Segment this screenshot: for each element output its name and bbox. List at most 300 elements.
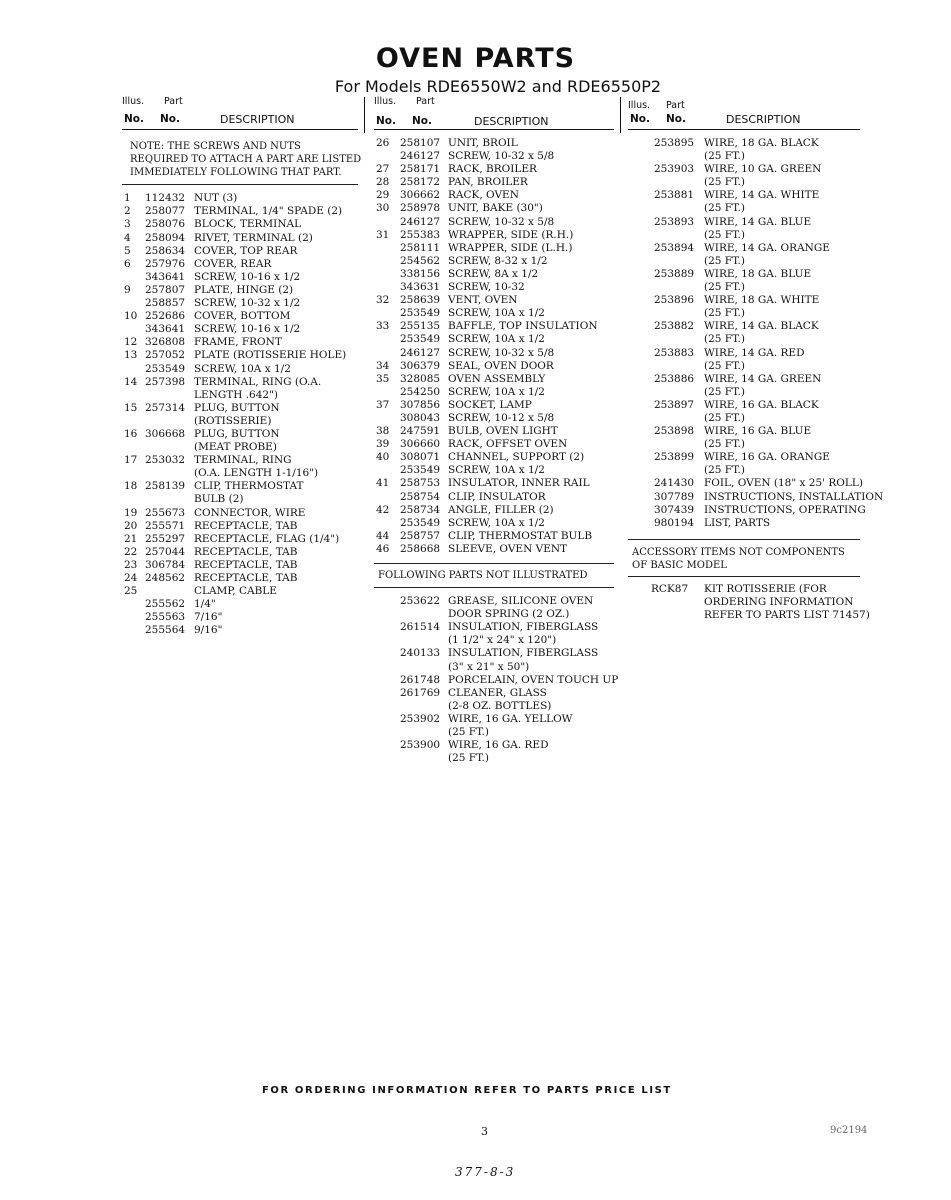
illus-number: 16 [124, 427, 138, 440]
illus-number: 35 [376, 372, 390, 385]
list-item [122, 402, 358, 415]
list-item [374, 673, 619, 687]
part-number: 253896 [654, 294, 695, 307]
part-description: PLUG, BUTTON [194, 427, 280, 440]
list-item [122, 205, 358, 218]
list-item [122, 376, 358, 389]
part-description: WIRE, 16 GA. ORANGE [704, 451, 830, 464]
illus-number: 12 [124, 336, 138, 349]
section-rule [374, 563, 614, 564]
part-description: CLIP, THERMOSTAT BULB [448, 529, 593, 542]
list-item [628, 150, 860, 163]
part-description: 7/16" [194, 611, 223, 624]
header-illus: Illus. [374, 96, 397, 107]
part-number: 255383 [400, 228, 441, 241]
illus-number: 10 [124, 310, 138, 323]
illus-number: 23 [124, 558, 138, 571]
bottom-mark: 377-8-3 [455, 1165, 516, 1179]
illus-number: 4 [124, 231, 131, 244]
part-description: WIRE, 16 GA. YELLOW [448, 712, 573, 725]
illus-number: 39 [376, 438, 390, 451]
column-header [122, 95, 358, 131]
illus-number: 5 [124, 244, 131, 257]
list-item [374, 229, 614, 242]
part-description: COVER, REAR [194, 257, 272, 270]
list-item [628, 490, 884, 504]
accessory-list [628, 583, 870, 622]
part-description: BULB, OVEN LIGHT [448, 425, 558, 438]
part-description: COVER, BOTTOM [194, 310, 291, 323]
part-number: 246127 [400, 346, 441, 359]
part-description: WIRE, 14 GA. BLACK [704, 320, 819, 333]
not-illustrated-list [374, 595, 619, 765]
illus-number: 37 [376, 398, 390, 411]
header-illus: Illus. [122, 96, 145, 107]
part-description: LIST, PARTS [704, 516, 771, 529]
part-number: 253886 [654, 372, 695, 385]
list-item [374, 150, 614, 163]
list-item [628, 399, 860, 412]
list-item [122, 559, 358, 572]
note-rule [122, 184, 358, 185]
list-item [122, 428, 358, 441]
part-number: 253549 [400, 516, 441, 529]
part-number: 258668 [400, 542, 441, 555]
header-description: DESCRIPTION [220, 113, 295, 126]
part-description: OVEN ASSEMBLY [448, 372, 546, 385]
list-item [122, 218, 358, 231]
part-number: 257314 [145, 401, 186, 414]
part-description: (25 FT.) [704, 176, 745, 189]
list-item [628, 307, 860, 320]
part-number: 246127 [400, 215, 441, 228]
illus-number: 17 [124, 454, 138, 467]
part-number: 253549 [400, 307, 441, 320]
list-item [374, 307, 614, 320]
part-description: INSULATOR, INNER RAIL [448, 477, 590, 490]
part-description: WIRE, 16 GA. RED [448, 739, 549, 752]
list-item [122, 336, 358, 349]
part-number: 306379 [400, 359, 441, 372]
list-item [374, 661, 614, 674]
part-number: 255297 [145, 532, 186, 545]
part-number: 253549 [400, 464, 441, 477]
illus-number: 24 [124, 572, 138, 584]
illus-number: 21 [124, 532, 138, 545]
part-description: RACK, BROILER [448, 163, 537, 176]
part-number: 980194 [654, 516, 695, 529]
part-description: BLOCK, TERMINAL [194, 218, 302, 231]
part-description: (25 FT.) [704, 202, 745, 215]
illus-number: 33 [376, 320, 390, 333]
list-item [122, 507, 358, 520]
part-description: CLEANER, GLASS [448, 686, 547, 699]
parts-column-2 [374, 95, 619, 765]
part-description: WIRE, 18 GA. WHITE [704, 294, 820, 307]
list-item [122, 441, 358, 454]
part-description: PORCELAIN, OVEN TOUCH UP [448, 673, 619, 686]
part-description: (25 FT.) [448, 726, 489, 739]
part-description: WIRE, 14 GA. RED [704, 346, 805, 359]
part-description: (O.A. LENGTH 1-1/16") [194, 467, 319, 480]
list-item [374, 189, 614, 202]
corner-code: 9c2194 [830, 1125, 868, 1136]
list-item [628, 320, 860, 333]
part-number: 258094 [145, 231, 186, 244]
part-description: WIRE, 10 GA. GREEN [704, 163, 822, 176]
list-item [122, 598, 358, 611]
part-number: 261769 [400, 686, 441, 699]
list-item [122, 297, 358, 310]
part-description: WIRE, 18 GA. BLACK [704, 137, 819, 149]
list-item [374, 386, 614, 399]
part-description: RECEPTACLE, TAB [194, 545, 298, 558]
part-description: SCREW, 10-32 x 1/2 [194, 297, 301, 310]
part-description: (25 FT.) [704, 359, 745, 372]
part-description: TERMINAL, RING (O.A. [194, 375, 322, 388]
list-item [374, 137, 614, 150]
list-item [628, 451, 860, 464]
header-part: Part [164, 96, 183, 107]
part-description: DOOR SPRING (2 OZ.) [448, 608, 570, 621]
header-illus: Illus. [628, 100, 651, 111]
header-part: Part [666, 100, 685, 111]
part-number: 257807 [145, 283, 186, 296]
part-description: WIRE, 16 GA. BLUE [704, 425, 812, 438]
part-description: (25 FT.) [704, 307, 745, 320]
part-description: (25 FT.) [704, 464, 745, 477]
list-item [628, 425, 860, 438]
part-number: 255562 [145, 598, 186, 611]
column-header [628, 95, 860, 131]
part-description: WIRE, 18 GA. BLUE [704, 267, 812, 280]
illus-number: 3 [124, 218, 131, 231]
part-number: 258107 [400, 137, 441, 149]
list-item [374, 281, 614, 294]
part-description: INSULATION, FIBERGLASS [448, 647, 599, 660]
part-number: 254250 [400, 385, 441, 398]
list-item [628, 229, 860, 242]
list-item [122, 192, 358, 205]
part-number: 257044 [145, 545, 186, 558]
part-number: 258857 [145, 297, 186, 310]
list-item [122, 323, 358, 336]
header-rule [628, 129, 860, 130]
part-description: BULB (2) [194, 493, 244, 506]
part-description: SOCKET, LAMP [448, 398, 532, 411]
list-item [628, 255, 860, 268]
list-item [374, 255, 614, 268]
part-number: 253883 [654, 346, 695, 359]
list-item [374, 608, 614, 621]
part-description: WRAPPER, SIDE (R.H.) [448, 228, 574, 241]
list-item [374, 647, 614, 660]
illus-number: 30 [376, 202, 390, 215]
part-number: 253899 [654, 451, 695, 464]
part-description: SCREW, 8-32 x 1/2 [448, 254, 548, 267]
list-item [628, 596, 860, 609]
part-number: 253900 [400, 739, 441, 752]
part-description: PAN, BROILER [448, 176, 528, 189]
header-description: DESCRIPTION [474, 115, 549, 128]
list-item [122, 572, 358, 585]
list-item [122, 611, 358, 624]
part-description: CLAMP, CABLE [194, 585, 277, 598]
part-number: 306784 [145, 558, 186, 571]
part-description: (25 FT.) [704, 228, 745, 241]
illus-number: 22 [124, 545, 138, 558]
list-item [374, 477, 614, 490]
list-item [122, 467, 358, 480]
part-number: 253881 [654, 189, 695, 202]
part-description: ORDERING INFORMATION [704, 596, 854, 609]
illus-number: 42 [376, 503, 390, 516]
list-item [628, 163, 860, 176]
list-item [374, 504, 614, 517]
part-number: 258734 [400, 503, 441, 516]
part-number: 258077 [145, 205, 186, 218]
part-description: RECEPTACLE, TAB [194, 572, 298, 584]
part-number: 253549 [400, 333, 441, 346]
list-item [374, 621, 614, 634]
list-item [374, 464, 614, 477]
part-description: FRAME, FRONT [194, 336, 282, 349]
part-number: 241430 [654, 477, 695, 490]
list-item [122, 480, 358, 493]
part-number: 253622 [400, 595, 441, 608]
part-number: 343641 [145, 323, 186, 336]
list-item [374, 726, 614, 739]
illus-number: 40 [376, 451, 390, 464]
part-number: 255673 [145, 506, 186, 519]
list-item [374, 595, 614, 608]
part-description: NUT (3) [194, 192, 238, 205]
list-item [374, 530, 614, 543]
list-item [122, 363, 358, 376]
parts-column-1 [122, 95, 362, 637]
part-description: SCREW, 10A x 1/2 [194, 362, 291, 375]
part-number: 252686 [145, 310, 186, 323]
part-description: REFER TO PARTS LIST 71457) [704, 609, 870, 622]
list-item [374, 412, 614, 425]
section-rule [628, 576, 860, 577]
list-item [122, 245, 358, 258]
part-description: CLIP, INSULATOR [448, 490, 546, 503]
part-number: 307439 [654, 503, 695, 516]
part-description: CHANNEL, SUPPORT (2) [448, 451, 585, 464]
list-item [628, 294, 860, 307]
list-item [374, 517, 614, 530]
list-item [374, 491, 614, 504]
list-item [122, 389, 358, 402]
list-item [628, 202, 860, 215]
list-item [374, 294, 614, 307]
list-item [628, 189, 860, 202]
list-item [122, 232, 358, 245]
part-number: 306668 [145, 427, 186, 440]
part-description: FOIL, OVEN (18" x 25' ROLL) [704, 477, 863, 490]
list-item [374, 425, 614, 438]
page-number: 3 [481, 1125, 488, 1138]
list-item [374, 176, 614, 189]
part-description: INSTRUCTIONS, INSTALLATION [704, 490, 884, 503]
illus-number: 31 [376, 228, 390, 241]
list-item [628, 373, 860, 386]
part-number: 258978 [400, 202, 441, 215]
part-description: SEAL, OVEN DOOR [448, 359, 554, 372]
header-description: DESCRIPTION [726, 113, 801, 126]
part-number: 255571 [145, 519, 186, 532]
list-item [374, 739, 614, 752]
part-description: TERMINAL, 1/4" SPADE (2) [194, 205, 343, 218]
illus-number: 14 [124, 375, 138, 388]
part-description: SCREW, 10-16 x 1/2 [194, 323, 301, 336]
list-item [122, 349, 358, 362]
part-number: 255564 [145, 624, 186, 637]
list-item [374, 242, 614, 255]
list-item [374, 438, 614, 451]
list-item [628, 583, 860, 596]
part-number: 258753 [400, 477, 441, 490]
list-item [374, 373, 614, 386]
part-description: SCREW, 10-32 [448, 281, 525, 294]
column-divider-2 [620, 97, 621, 133]
part-number: 255563 [145, 611, 186, 624]
part-description: (25 FT.) [704, 150, 745, 163]
illus-number: 13 [124, 349, 138, 362]
part-description: RACK, OFFSET OVEN [448, 438, 568, 451]
part-description: CLIP, THERMOSTAT [194, 480, 304, 493]
list-item [122, 533, 358, 546]
part-number: 253889 [654, 267, 695, 280]
parts-list-2 [374, 137, 614, 556]
list-item [628, 242, 860, 255]
list-item [628, 464, 860, 477]
illus-number: 9 [124, 283, 131, 296]
part-number: 253898 [654, 425, 695, 438]
illus-number: 32 [376, 294, 390, 307]
part-description: (25 FT.) [448, 752, 489, 765]
illus-number: 1 [124, 192, 131, 205]
part-description: BAFFLE, TOP INSULATION [448, 320, 598, 333]
part-number: 112432 [145, 192, 186, 205]
list-item [628, 360, 860, 373]
part-number: 308043 [400, 411, 441, 424]
illus-number: 26 [376, 137, 390, 149]
illus-number: 25 [124, 585, 138, 598]
part-description: SCREW, 10A x 1/2 [448, 333, 545, 346]
part-number: 307856 [400, 398, 441, 411]
part-description: SCREW, 10A x 1/2 [448, 307, 545, 320]
part-description: (25 FT.) [704, 333, 745, 346]
illus-number: 15 [124, 401, 138, 414]
illus-number: 18 [124, 480, 138, 493]
part-description: WIRE, 14 GA. BLUE [704, 215, 812, 228]
parts-list-3 [628, 137, 884, 530]
part-number: 306660 [400, 438, 441, 451]
header-part-no: No. [412, 115, 432, 127]
header-part: Part [416, 96, 435, 107]
part-description: (25 FT.) [704, 385, 745, 398]
part-description: 1/4" [194, 598, 216, 611]
list-item [374, 320, 614, 333]
list-item [122, 454, 358, 467]
list-item [628, 137, 860, 150]
list-item [628, 333, 860, 346]
part-number: 257398 [145, 375, 186, 388]
list-item [628, 386, 860, 399]
parts-list-1 [122, 192, 358, 637]
illus-number: 46 [376, 542, 390, 555]
illus-number: 20 [124, 519, 138, 532]
part-description: GREASE, SILICONE OVEN [448, 595, 594, 608]
part-description: INSULATION, FIBERGLASS [448, 621, 599, 634]
header-part-no: No. [666, 113, 686, 125]
list-item [374, 399, 614, 412]
header-illus-no: No. [124, 113, 144, 125]
list-item [122, 284, 358, 297]
header-part-no: No. [160, 113, 180, 125]
list-item [122, 624, 358, 637]
part-number: 306662 [400, 189, 441, 202]
list-item [122, 493, 358, 506]
part-number: 254562 [400, 254, 441, 267]
part-description: RIVET, TERMINAL (2) [194, 231, 313, 244]
list-item [628, 438, 860, 451]
illus-number: 28 [376, 176, 390, 189]
illus-number: 27 [376, 163, 390, 176]
illus-number: 44 [376, 529, 390, 542]
part-description: SLEEVE, OVEN VENT [448, 542, 568, 555]
part-number: 258076 [145, 218, 186, 231]
part-number: 257052 [145, 349, 186, 362]
list-item [628, 517, 860, 530]
not-illustrated-heading: FOLLOWING PARTS NOT ILLUSTRATED [378, 570, 588, 581]
illus-number: 41 [376, 477, 390, 490]
part-number: 253894 [654, 241, 695, 254]
part-number: 253903 [654, 163, 695, 176]
part-description: WRAPPER, SIDE (L.H.) [448, 241, 573, 254]
section-rule [628, 539, 860, 540]
part-number: 326808 [145, 336, 186, 349]
part-number: 258139 [145, 480, 186, 493]
part-description: (2-8 OZ. BOTTLES) [448, 699, 552, 712]
part-number: 258172 [400, 176, 441, 189]
part-description: WIRE, 14 GA. GREEN [704, 372, 822, 385]
list-item [628, 268, 860, 281]
part-number: 261514 [400, 621, 441, 634]
part-description: PLATE (ROTISSERIE HOLE) [194, 349, 347, 362]
part-description: WIRE, 14 GA. ORANGE [704, 241, 830, 254]
section-rule [374, 587, 614, 588]
part-description: (25 FT.) [704, 281, 745, 294]
part-description: VENT, OVEN [448, 294, 518, 307]
part-description: (25 FT.) [704, 438, 745, 451]
list-item [628, 347, 860, 360]
header-rule [374, 129, 614, 130]
list-item [374, 347, 614, 360]
part-description: PLATE, HINGE (2) [194, 283, 294, 296]
part-number: 246127 [400, 150, 441, 163]
part-description: SCREW, 8A x 1/2 [448, 267, 539, 280]
part-number: 248562 [145, 572, 186, 584]
part-description: SCREW, 10-32 x 5/8 [448, 215, 555, 228]
illus-number: 29 [376, 189, 390, 202]
part-description: SCREW, 10A x 1/2 [448, 385, 545, 398]
part-number: 253897 [654, 398, 695, 411]
list-item [374, 451, 614, 464]
parts-column-3 [628, 95, 884, 622]
